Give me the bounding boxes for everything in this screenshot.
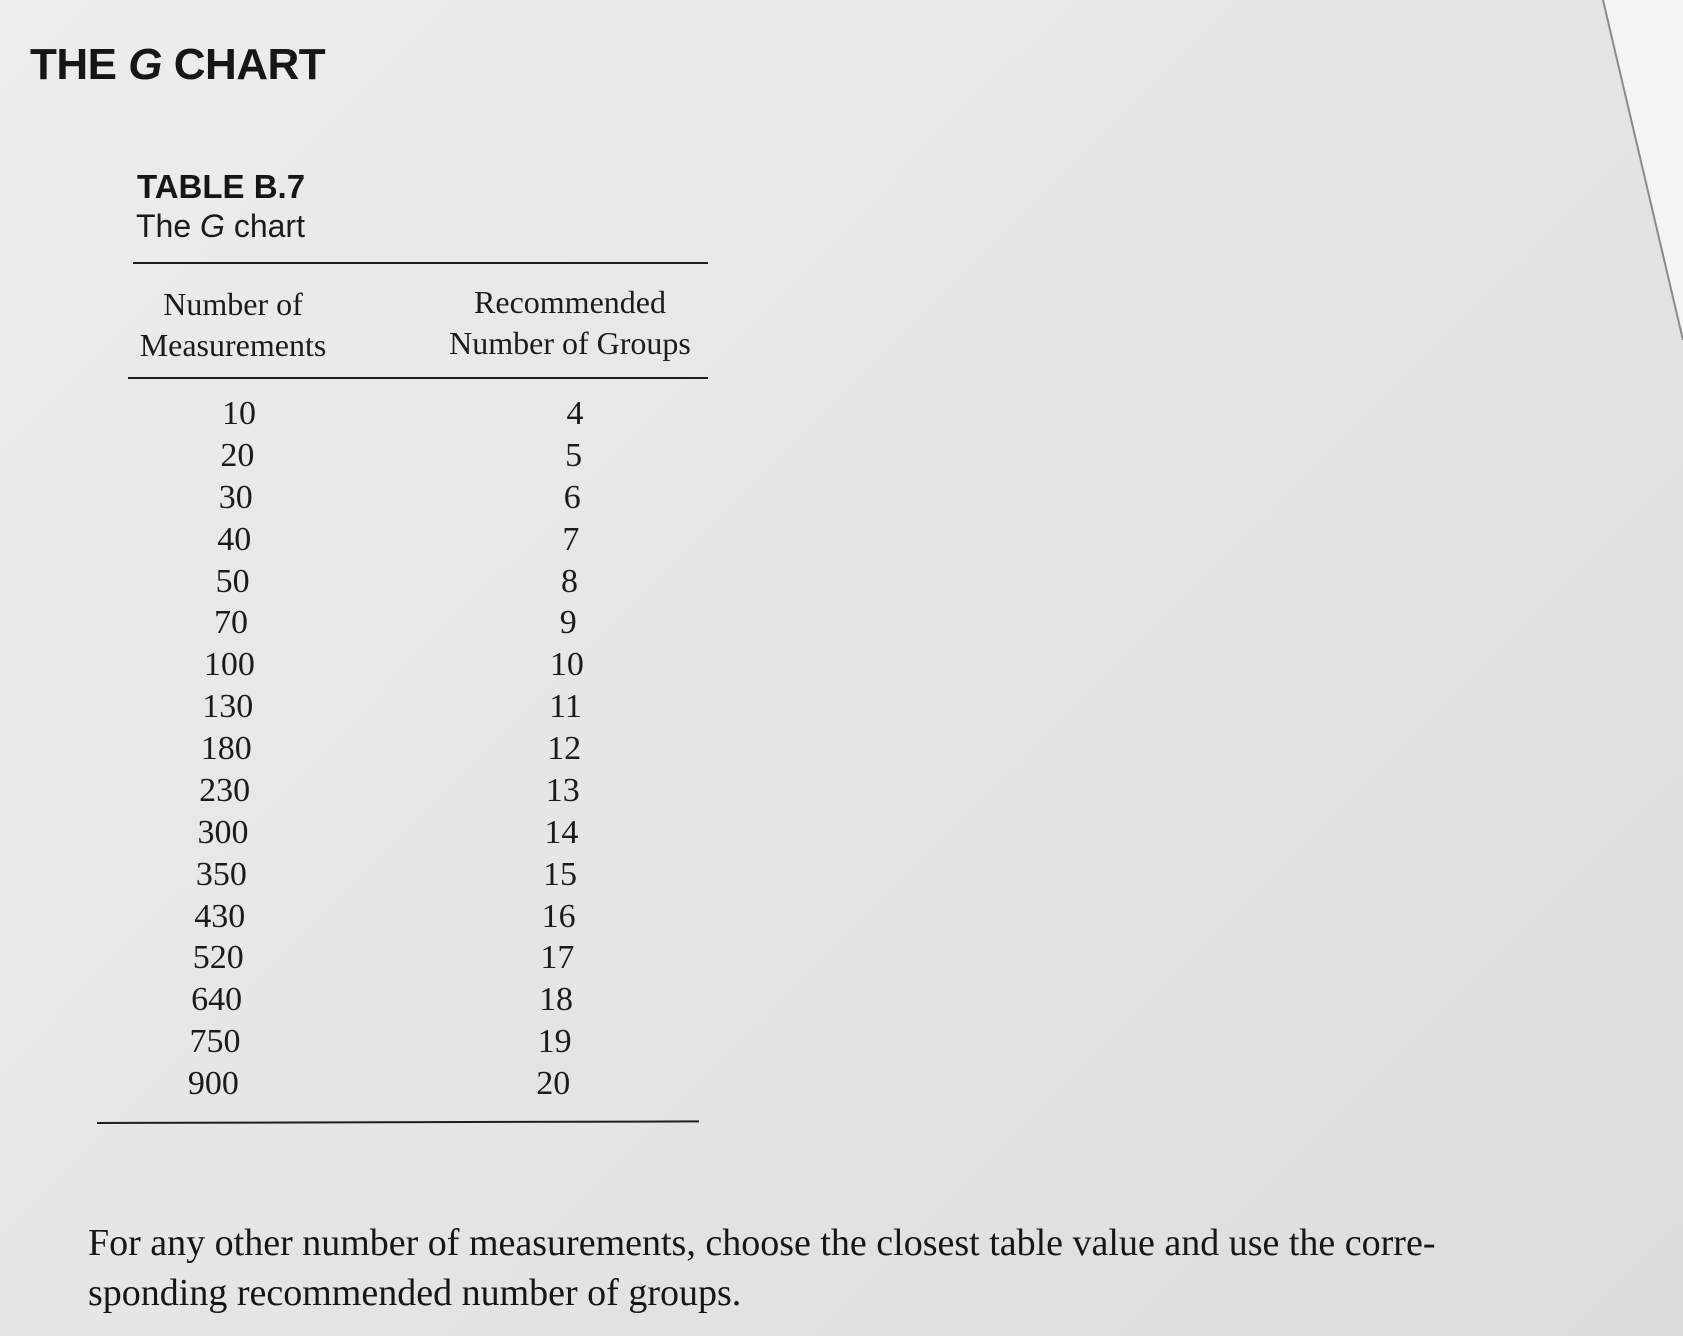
cell-groups: 17 <box>540 939 575 977</box>
column-header-groups-line2: Number of Groups <box>449 325 691 361</box>
cell-groups: 9 <box>559 604 577 642</box>
page-edge-shadow <box>1553 0 1683 1336</box>
cell-groups: 15 <box>543 855 578 893</box>
cell-measurements: 430 <box>194 897 246 935</box>
footnote <box>88 1218 1548 1318</box>
cell-groups: 10 <box>549 646 584 684</box>
cell-groups: 7 <box>562 520 580 558</box>
footnote-line-2: sponding recommended number of groups. <box>88 1272 742 1314</box>
footnote-line-1: For any other number of measurements, choose the closest table value and use the corre- <box>88 1222 1436 1264</box>
cell-measurements: 10 <box>222 395 256 432</box>
column-header-measurements-line2: Measurements <box>139 327 327 363</box>
cell-measurements: 900 <box>187 1065 239 1102</box>
cell-groups: 6 <box>563 478 581 516</box>
cell-measurements: 520 <box>192 939 244 977</box>
cell-measurements: 180 <box>200 730 252 767</box>
cell-measurements: 230 <box>199 771 251 809</box>
cell-groups: 13 <box>545 771 580 809</box>
cell-measurements: 50 <box>215 562 250 600</box>
cell-groups: 12 <box>547 730 582 767</box>
cell-measurements: 130 <box>202 688 254 726</box>
cell-measurements: 300 <box>197 813 249 851</box>
cell-measurements: 100 <box>203 646 255 684</box>
section-title-italic: G <box>128 40 162 89</box>
cell-groups: 11 <box>549 688 582 726</box>
cell-measurements: 750 <box>189 1023 241 1061</box>
section-title <box>30 40 325 90</box>
section-title-suffix: CHART <box>161 40 326 89</box>
cell-measurements: 350 <box>195 855 247 893</box>
table-caption-prefix: The <box>136 208 201 244</box>
cell-groups: 16 <box>541 897 576 935</box>
table-label: TABLE B.7 <box>137 168 306 205</box>
cell-measurements: 70 <box>214 604 248 642</box>
cell-groups: 14 <box>544 813 579 851</box>
table-bottom-rule <box>97 1120 699 1124</box>
column-header-measurements-line1: Number of <box>163 286 303 322</box>
table-caption-italic: G <box>200 208 225 244</box>
table-caption <box>136 208 305 245</box>
column-header-groups <box>420 282 720 364</box>
cell-measurements: 640 <box>191 981 243 1019</box>
cell-groups: 18 <box>538 981 573 1019</box>
table-top-rule <box>133 262 708 264</box>
cell-groups: 4 <box>566 395 584 432</box>
cell-measurements: 40 <box>217 520 252 558</box>
cell-groups: 19 <box>537 1023 572 1061</box>
cell-measurements: 20 <box>220 436 255 474</box>
cell-groups: 8 <box>561 562 579 600</box>
cell-measurements: 30 <box>218 478 253 516</box>
table-header-rule <box>128 377 708 379</box>
column-header-measurements <box>118 284 348 366</box>
cell-groups: 20 <box>536 1065 571 1102</box>
table-caption-suffix: chart <box>224 208 305 244</box>
cell-groups: 5 <box>565 436 583 474</box>
section-title-prefix: THE <box>30 40 129 89</box>
column-header-groups-line1: Recommended <box>474 284 666 320</box>
